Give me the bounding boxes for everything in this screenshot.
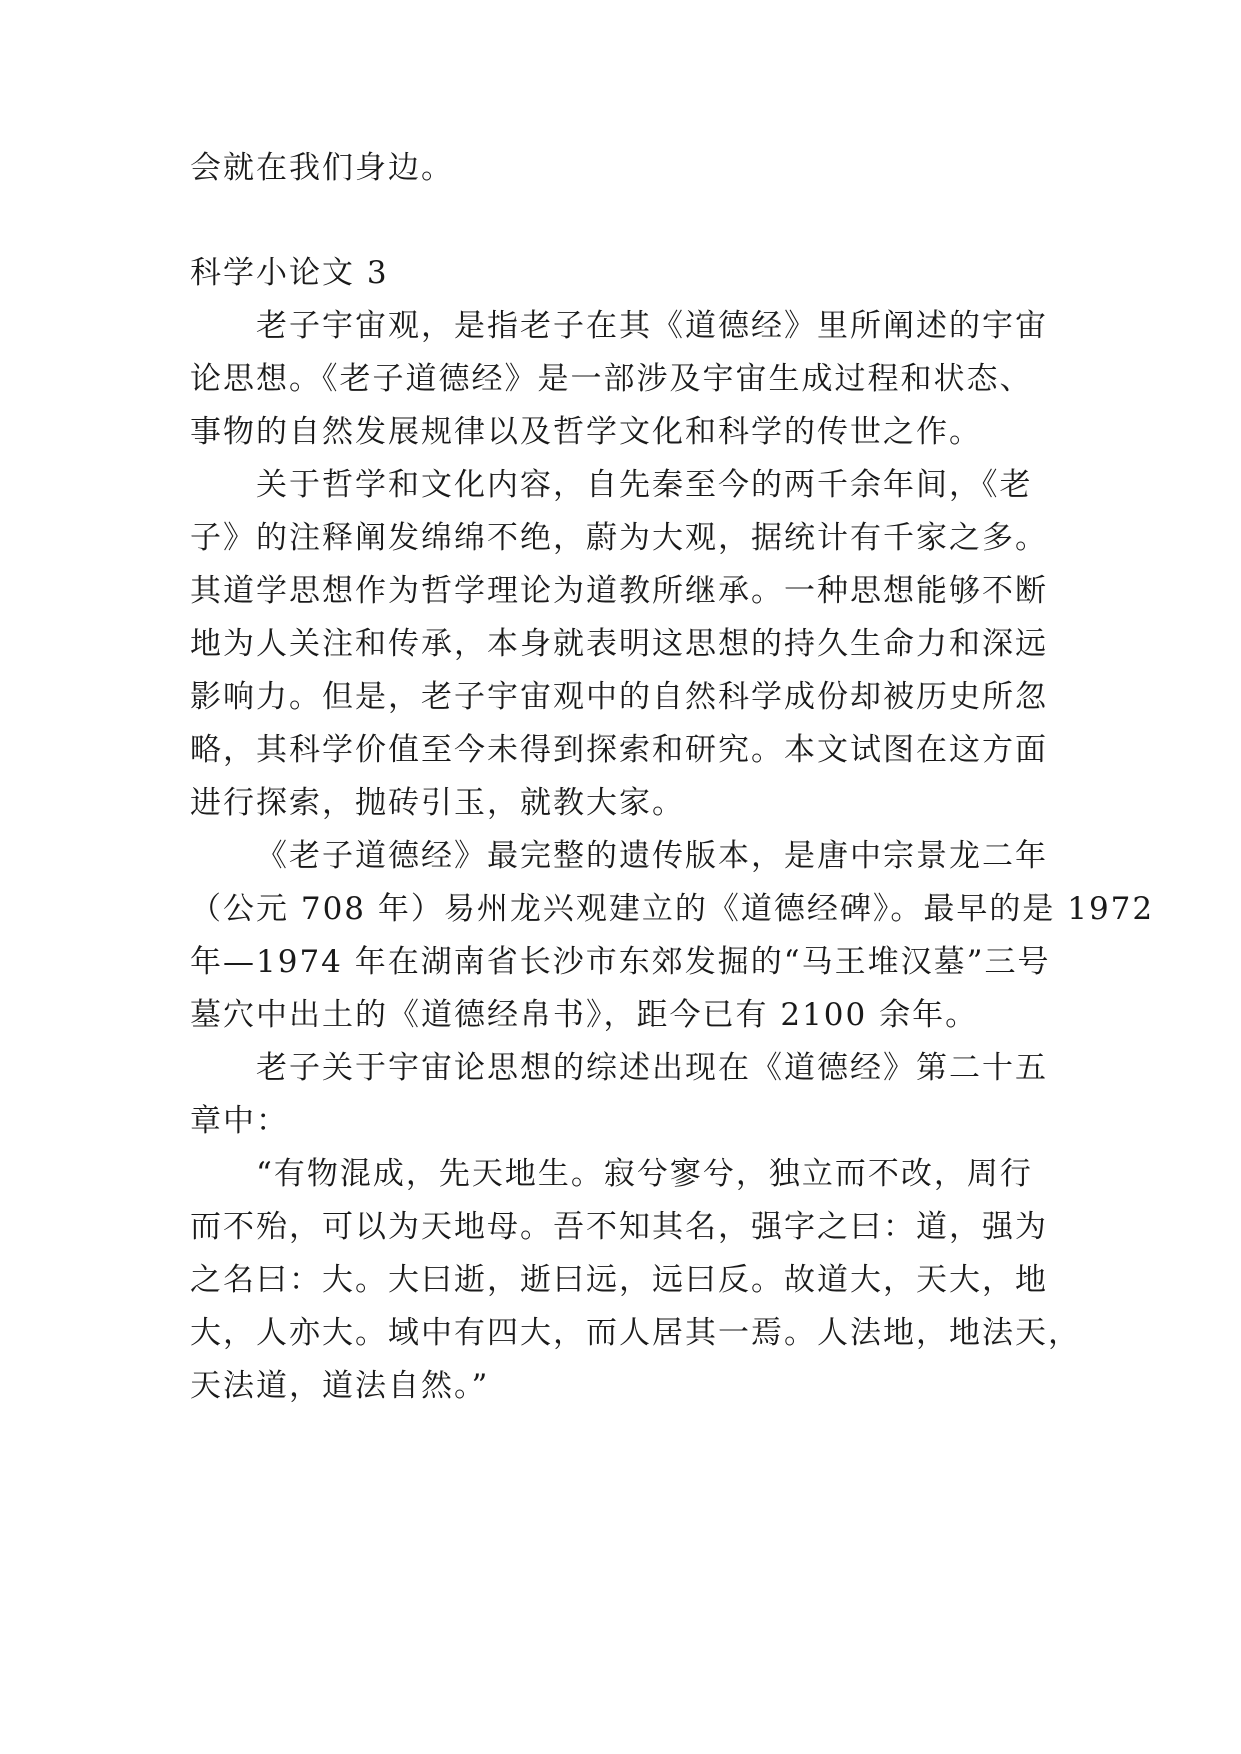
previous-paragraph-tail: 会就在我们身边。 [190, 150, 454, 186]
paragraph-4-line-2: 章中： [190, 1103, 289, 1139]
quote-line-2: 而不殆，可以为天地母。吾不知其名，强字之曰：道，强为 [190, 1209, 1048, 1245]
paragraph-1-line-2: 论思想。《老子道德经》是一部涉及宇宙生成过程和状态、 [190, 361, 1033, 397]
paragraph-3-line-4: 墓穴中出土的《道德经帛书》，距今已有 2100 余年。 [190, 997, 979, 1033]
quote-line-3: 之名曰：大。大曰逝，逝曰远，远曰反。故道大，天大，地 [190, 1262, 1048, 1298]
paragraph-2-line-1: 关于哲学和文化内容，自先秦至今的两千余年间，《老 [256, 467, 1033, 503]
paragraph-3-line-2: （公元 708 年）易州龙兴观建立的《道德经碑》。最早的是 1972 [190, 891, 1155, 927]
quote-line-4: 大，人亦大。域中有四大，而人居其一焉。人法地，地法天， [190, 1315, 1081, 1351]
quote-line-5: 天法道，道法自然。” [190, 1368, 490, 1404]
paragraph-3-line-1: 《老子道德经》最完整的遗传版本，是唐中宗景龙二年 [256, 838, 1048, 874]
paragraph-2-line-2: 子》的注释阐发绵绵不绝，蔚为大观，据统计有千家之多。 [190, 520, 1048, 556]
section-title: 科学小论文 3 [190, 255, 389, 291]
paragraph-4-line-1: 老子关于宇宙论思想的综述出现在《道德经》第二十五 [256, 1050, 1048, 1086]
paragraph-1-line-3: 事物的自然发展规律以及哲学文化和科学的传世之作。 [190, 414, 982, 450]
paragraph-2-line-6: 略，其科学价值至今未得到探索和研究。本文试图在这方面 [190, 732, 1048, 768]
paragraph-3-line-3: 年—1974 年在湖南省长沙市东郊发掘的“马王堆汉墓”三号 [190, 944, 1051, 980]
paragraph-2-line-7: 进行探索，抛砖引玉，就教大家。 [190, 785, 685, 821]
paragraph-2-line-4: 地为人关注和传承，本身就表明这思想的持久生命力和深远 [190, 626, 1048, 662]
paragraph-2-line-3: 其道学思想作为哲学理论为道教所继承。一种思想能够不断 [190, 573, 1048, 609]
paragraph-2-line-5: 影响力。但是，老子宇宙观中的自然科学成份却被历史所忽 [190, 679, 1048, 715]
quote-line-1: “有物混成，先天地生。寂兮寥兮，独立而不改，周行 [256, 1156, 1033, 1192]
paragraph-1-line-1: 老子宇宙观，是指老子在其《道德经》里所阐述的宇宙 [256, 308, 1048, 344]
